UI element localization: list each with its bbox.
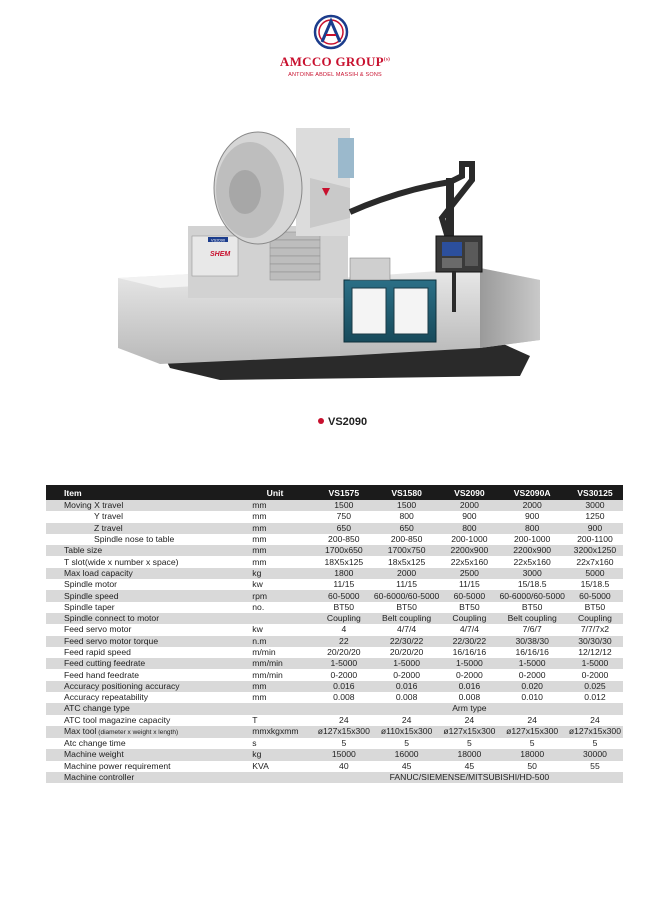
spec-value: 0.008 bbox=[441, 692, 497, 703]
table-row bbox=[46, 500, 623, 511]
spec-value: 60-5000 bbox=[316, 590, 372, 601]
table-row bbox=[46, 545, 623, 556]
spec-value: 18000 bbox=[497, 749, 566, 760]
spec-value: 0.010 bbox=[497, 692, 566, 703]
spec-value: 22 bbox=[316, 636, 372, 647]
spec-value: 1500 bbox=[316, 500, 372, 511]
spec-unit: mm bbox=[234, 681, 316, 692]
spec-value: 3200x1250 bbox=[567, 545, 623, 556]
table-row bbox=[46, 624, 623, 635]
spec-value: 22/30/22 bbox=[372, 636, 441, 647]
table-row bbox=[46, 749, 623, 760]
spec-value: ø127x15x300 bbox=[443, 726, 496, 737]
table-row bbox=[46, 556, 623, 567]
table-row bbox=[46, 602, 623, 613]
table-row bbox=[46, 658, 623, 669]
spec-unit: rpm bbox=[234, 590, 316, 601]
spec-item: Max load capacity bbox=[46, 568, 234, 579]
spec-item: Feed cutting feedrate bbox=[46, 658, 234, 669]
spec-value: 60-6000/60-5000 bbox=[373, 590, 440, 601]
table-row bbox=[46, 692, 623, 703]
spec-value: 0-2000 bbox=[567, 669, 623, 680]
spec-unit: n.m bbox=[234, 636, 316, 647]
spec-value: 900 bbox=[441, 511, 497, 522]
column-header: Unit bbox=[234, 485, 316, 500]
spec-value: 20/20/20 bbox=[372, 647, 441, 658]
spec-value: 3000 bbox=[497, 568, 566, 579]
spec-value: 15000 bbox=[316, 749, 372, 760]
spec-unit: kg bbox=[234, 568, 316, 579]
spec-value: 200-850 bbox=[316, 534, 372, 545]
spec-value: 24 bbox=[567, 715, 623, 726]
spec-unit: no. bbox=[234, 602, 316, 613]
spec-value: ø110x15x300 bbox=[372, 726, 441, 738]
machine-model-label: VS2090 bbox=[210, 237, 226, 243]
spec-value: 2200x900 bbox=[441, 545, 497, 556]
spec-item: Machine power requirement bbox=[46, 761, 234, 772]
spec-value: 200-1000 bbox=[441, 534, 497, 545]
spec-value: BT50 bbox=[316, 602, 372, 613]
table-row bbox=[46, 772, 623, 783]
spec-value: 5000 bbox=[567, 568, 623, 579]
spec-value: 2000 bbox=[372, 568, 441, 579]
spec-value: 30/38/30 bbox=[497, 636, 566, 647]
company-logo bbox=[270, 12, 400, 84]
spec-unit: mm bbox=[234, 692, 316, 703]
spec-unit: mm bbox=[234, 545, 316, 556]
column-header: VS30125 bbox=[567, 485, 623, 500]
spec-value: 55 bbox=[567, 761, 623, 772]
spec-value: 0-2000 bbox=[441, 669, 497, 680]
spec-unit: mm bbox=[234, 500, 316, 511]
table-row bbox=[46, 647, 623, 658]
table-row bbox=[46, 681, 623, 692]
spec-value: 11/15 bbox=[316, 579, 372, 590]
spec-unit: T bbox=[234, 715, 316, 726]
machine-brand-label: SHEM bbox=[210, 251, 231, 258]
spec-value: 900 bbox=[567, 523, 623, 534]
spec-value: 0-2000 bbox=[497, 669, 566, 680]
spec-value: 1250 bbox=[567, 511, 623, 522]
spec-value: Coupling bbox=[316, 613, 372, 624]
spec-value: 4/7/4 bbox=[372, 624, 441, 635]
spec-value: 800 bbox=[372, 511, 441, 522]
spec-value: 7/6/7 bbox=[497, 624, 566, 635]
spec-unit: mm/min bbox=[234, 669, 316, 680]
spec-value: ø127x15x300 bbox=[317, 726, 370, 737]
spec-value: Belt coupling bbox=[372, 613, 441, 624]
spec-value: ø127x15x300 bbox=[497, 726, 566, 738]
spec-value: 16/16/16 bbox=[441, 647, 497, 658]
spec-value: 0-2000 bbox=[372, 669, 441, 680]
spec-value: 200-1000 bbox=[497, 534, 566, 545]
bullet-icon bbox=[318, 418, 324, 424]
spec-value: 45 bbox=[372, 761, 441, 772]
spec-value: 7/7/7x2 bbox=[567, 624, 623, 635]
table-row bbox=[46, 636, 623, 647]
spec-value: 1800 bbox=[316, 568, 372, 579]
specifications-table bbox=[46, 485, 623, 783]
table-row bbox=[46, 715, 623, 726]
spec-value: 12/12/12 bbox=[567, 647, 623, 658]
table-row bbox=[46, 523, 623, 534]
spec-item: Feed servo motor torque bbox=[46, 636, 234, 647]
spec-item: Feed rapid speed bbox=[46, 647, 234, 658]
table-row bbox=[46, 703, 623, 714]
table-row bbox=[46, 738, 623, 749]
spec-value: BT50 bbox=[567, 602, 623, 613]
spec-value: 0.020 bbox=[497, 681, 566, 692]
amcco-emblem-icon bbox=[313, 14, 349, 50]
spec-unit: kw bbox=[234, 579, 316, 590]
spec-value: 5 bbox=[567, 738, 623, 749]
spec-unit: m/min bbox=[234, 647, 316, 658]
spec-unit: kw bbox=[234, 624, 316, 635]
spec-value: BT50 bbox=[372, 602, 441, 613]
spec-value: 11/15 bbox=[372, 579, 441, 590]
spec-value: 16000 bbox=[372, 749, 441, 760]
spec-value: 45 bbox=[441, 761, 497, 772]
spec-value: 1-5000 bbox=[316, 658, 372, 669]
spec-value: 16/16/16 bbox=[497, 647, 566, 658]
spec-value: 0.008 bbox=[316, 692, 372, 703]
spec-value: 5 bbox=[497, 738, 566, 749]
product-caption: VS2090 bbox=[318, 416, 367, 428]
spec-value: 0-2000 bbox=[316, 669, 372, 680]
spec-unit: mm bbox=[234, 511, 316, 522]
spec-unit bbox=[234, 613, 316, 624]
table-row bbox=[46, 534, 623, 545]
spec-unit: mm bbox=[234, 523, 316, 534]
spec-value: 1-5000 bbox=[567, 658, 623, 669]
spec-value: 24 bbox=[372, 715, 441, 726]
spec-value: 800 bbox=[441, 523, 497, 534]
brand-subtitle: ANTOINE ABDEL MASSIH & SONS bbox=[288, 72, 382, 78]
spec-unit: mm bbox=[234, 534, 316, 545]
table-row bbox=[46, 568, 623, 579]
spec-item: T slot(wide x number x space) bbox=[46, 556, 234, 567]
table-row bbox=[46, 669, 623, 680]
spec-item: Atc change time bbox=[46, 738, 234, 749]
spec-value: 1-5000 bbox=[372, 658, 441, 669]
spec-unit: mm bbox=[234, 556, 316, 567]
spec-value: 22x7x160 bbox=[567, 556, 623, 567]
spec-item: Machine weight bbox=[46, 749, 234, 760]
spec-value: Belt coupling bbox=[497, 613, 566, 624]
spec-value: 40 bbox=[316, 761, 372, 772]
column-header: VS2090A bbox=[497, 485, 566, 500]
spec-value: 24 bbox=[316, 715, 372, 726]
spec-item: ATC tool magazine capacity bbox=[46, 715, 234, 726]
spec-value: ø127x15x300 bbox=[568, 726, 621, 737]
spec-value: 24 bbox=[497, 715, 566, 726]
spec-value: 800 bbox=[497, 523, 566, 534]
spec-unit bbox=[234, 703, 316, 714]
spec-item: Spindle connect to motor bbox=[46, 613, 234, 624]
spec-value: 5 bbox=[372, 738, 441, 749]
spec-value: 11/15 bbox=[441, 579, 497, 590]
spec-value: 200-850 bbox=[372, 534, 441, 545]
spec-value: 650 bbox=[372, 523, 441, 534]
spec-value: 2000 bbox=[441, 500, 497, 511]
table-row bbox=[46, 613, 623, 624]
spec-item: Moving X travel bbox=[46, 500, 234, 511]
table-row bbox=[46, 511, 623, 522]
spec-value: 5 bbox=[316, 738, 372, 749]
spec-unit: KVA bbox=[234, 761, 316, 772]
spec-value: Coupling bbox=[441, 613, 497, 624]
column-header: VS1580 bbox=[372, 485, 441, 500]
spec-value: 50 bbox=[497, 761, 566, 772]
spec-value: 15/18.5 bbox=[567, 579, 623, 590]
spec-value: BT50 bbox=[441, 602, 497, 613]
spec-value: 22/30/22 bbox=[441, 636, 497, 647]
spec-value: 4/7/4 bbox=[441, 624, 497, 635]
spec-value: 200-1100 bbox=[567, 534, 623, 545]
spec-item: Z travel bbox=[46, 523, 234, 534]
spec-value: 18x5x125 bbox=[372, 556, 441, 567]
spec-value: FANUC/SIEMENSE/MITSUBISHI/HD-500 bbox=[316, 772, 623, 783]
spec-value: 2200x900 bbox=[497, 545, 566, 556]
spec-value: 0.012 bbox=[567, 692, 623, 703]
spec-item: Spindle motor bbox=[46, 579, 234, 590]
table-row bbox=[46, 579, 623, 590]
spec-item: Spindle speed bbox=[46, 590, 234, 601]
spec-value: 24 bbox=[441, 715, 497, 726]
spec-value: 30/30/30 bbox=[567, 636, 623, 647]
spec-value: 1-5000 bbox=[441, 658, 497, 669]
spec-value: 900 bbox=[497, 511, 566, 522]
spec-value: 0.016 bbox=[316, 681, 372, 692]
spec-unit: kg bbox=[234, 749, 316, 760]
spec-value: 3000 bbox=[567, 500, 623, 511]
spec-value: 2500 bbox=[441, 568, 497, 579]
spec-value: 1-5000 bbox=[497, 658, 566, 669]
column-header: Item bbox=[46, 485, 234, 500]
spec-value: Arm type bbox=[316, 703, 623, 714]
spec-value: 0.025 bbox=[567, 681, 623, 692]
spec-item: Feed servo motor bbox=[46, 624, 234, 635]
spec-item: Y travel bbox=[46, 511, 234, 522]
spec-item: Max tool (diameter x weight x length) bbox=[46, 726, 234, 738]
spec-value: 1700x650 bbox=[316, 545, 372, 556]
spec-value: 18X5x125 bbox=[316, 556, 372, 567]
table-header-row bbox=[46, 485, 623, 500]
spec-value: 15/18.5 bbox=[497, 579, 566, 590]
spec-value: 1700x750 bbox=[372, 545, 441, 556]
spec-value: 2000 bbox=[497, 500, 566, 511]
spec-value: 60-5000 bbox=[441, 590, 497, 601]
spec-unit: mm/min bbox=[234, 658, 316, 669]
spec-item: Accuracy repeatability bbox=[46, 692, 234, 703]
spec-value: 5 bbox=[441, 738, 497, 749]
brand-name: AMCCO GROUP$^{(s)}$ bbox=[279, 54, 391, 69]
spec-value: 750 bbox=[316, 511, 372, 522]
table-body bbox=[46, 500, 623, 783]
column-header: VS1575 bbox=[316, 485, 372, 500]
spec-value: 1500 bbox=[372, 500, 441, 511]
spec-item: Table size bbox=[46, 545, 234, 556]
spec-item: Machine controller bbox=[46, 772, 234, 783]
spec-value: 20/20/20 bbox=[316, 647, 372, 658]
spec-value: BT50 bbox=[497, 602, 566, 613]
table-row bbox=[46, 726, 623, 738]
column-header: VS2090 bbox=[441, 485, 497, 500]
table-row bbox=[46, 590, 623, 601]
spec-item: Accuracy positioning accuracy bbox=[46, 681, 234, 692]
spec-value: 30000 bbox=[567, 749, 623, 760]
spec-value: Coupling bbox=[567, 613, 623, 624]
table-row bbox=[46, 761, 623, 772]
spec-unit: s bbox=[234, 738, 316, 749]
spec-item: ATC change type bbox=[46, 703, 234, 714]
spec-value: 60-6000/60-5000 bbox=[499, 590, 565, 601]
spec-item: Feed hand feedrate bbox=[46, 669, 234, 680]
spec-value: 0.008 bbox=[372, 692, 441, 703]
spec-value: 0.016 bbox=[441, 681, 497, 692]
spec-value: 22x5x160 bbox=[441, 556, 497, 567]
spec-item: Spindle taper bbox=[46, 602, 234, 613]
spec-value: 22x5x160 bbox=[497, 556, 566, 567]
spec-unit: mmxkgxmm bbox=[234, 726, 316, 738]
spec-value: 4 bbox=[316, 624, 372, 635]
spec-value: 60-5000 bbox=[567, 590, 623, 601]
spec-value: 18000 bbox=[441, 749, 497, 760]
machine-photo bbox=[100, 118, 570, 400]
spec-value: 0.016 bbox=[372, 681, 441, 692]
spec-value: 650 bbox=[316, 523, 372, 534]
spec-item: Spindle nose to table bbox=[46, 534, 234, 545]
spec-unit bbox=[234, 772, 316, 783]
